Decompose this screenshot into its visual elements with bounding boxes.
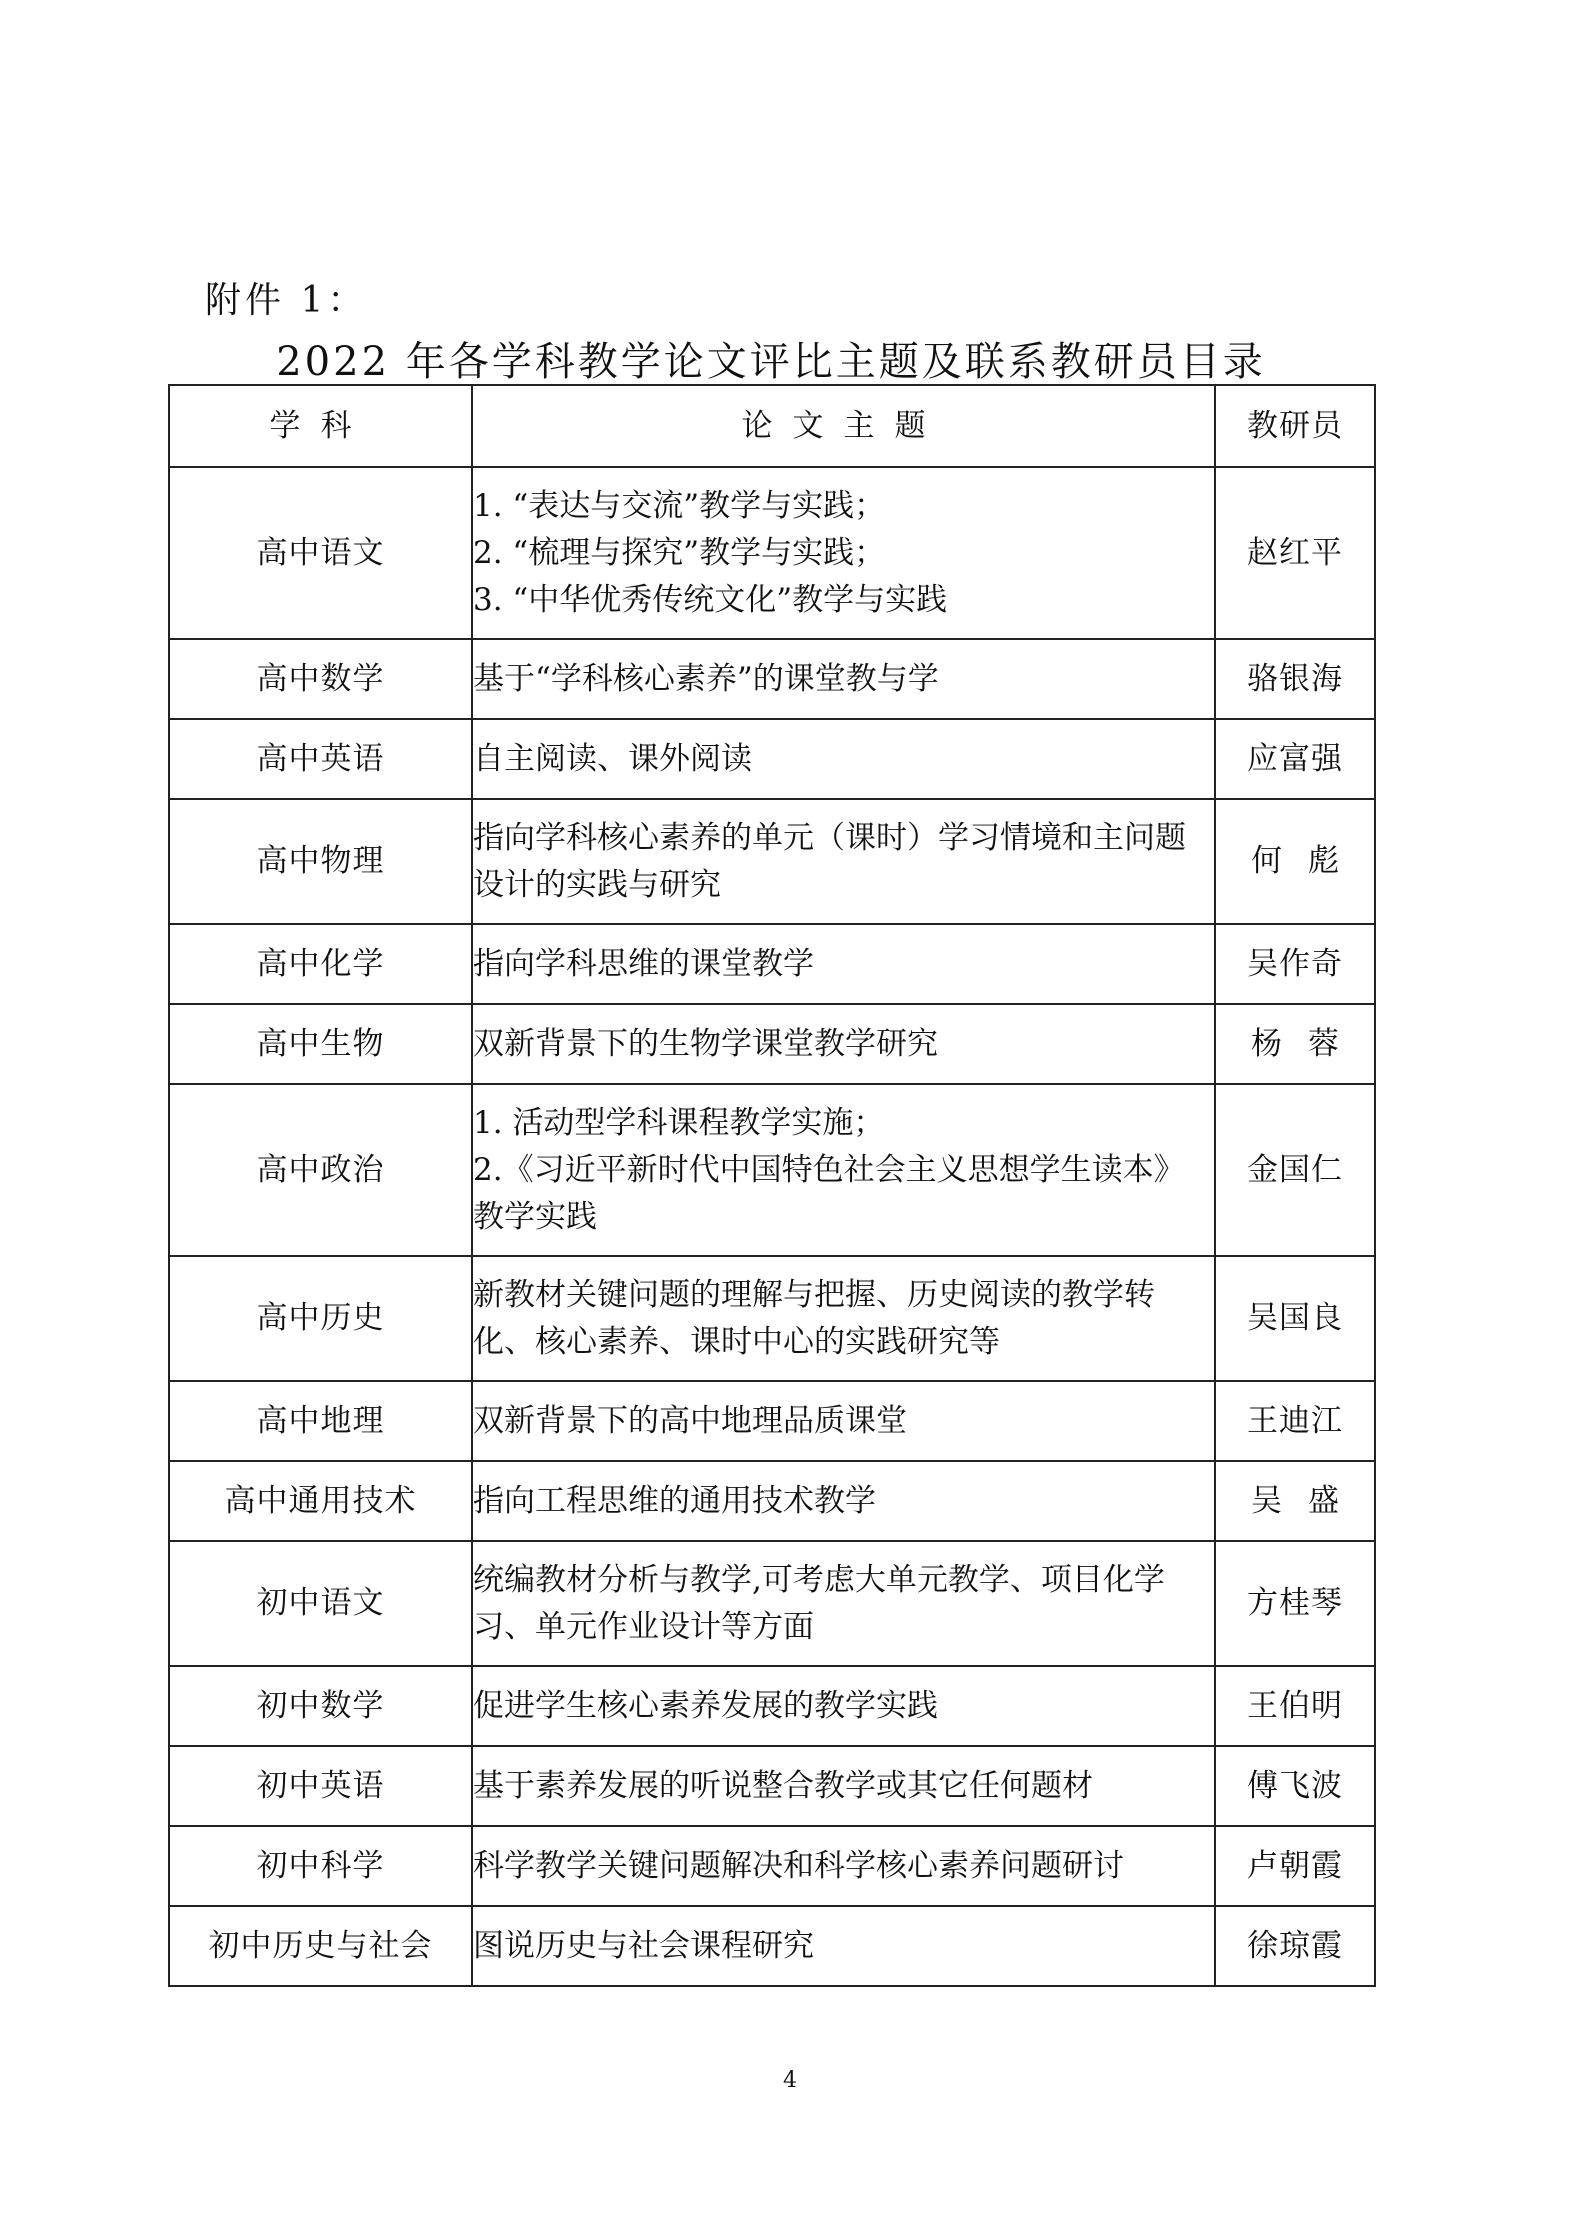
table-row (169, 1666, 1375, 1746)
teacher-cell: 骆银海 (1215, 639, 1375, 719)
table-row (169, 1541, 1375, 1666)
subject-cell: 初中英语 (169, 1746, 472, 1826)
teacher-cell: 应富强 (1215, 719, 1375, 799)
table-row (169, 1004, 1375, 1084)
attachment-label: 附件 1： (205, 280, 368, 321)
teacher-cell: 卢朝霞 (1215, 1826, 1375, 1906)
subject-cell: 高中历史 (169, 1256, 472, 1381)
topic-line: 基于素养发展的听说整合教学或其它任何题材 (473, 1767, 1093, 1804)
teacher-cell: 吴国良 (1215, 1256, 1375, 1381)
topic-line: 化、核心素养、课时中心的实践研究等 (473, 1323, 1000, 1360)
topic-cell (472, 799, 1215, 924)
teacher-cell: 赵红平 (1215, 467, 1375, 639)
header-teacher: 教研员 (1215, 385, 1375, 467)
table-row (169, 1381, 1375, 1461)
topic-line: 统编教材分析与教学,可考虑大单元教学、项目化学 (473, 1561, 1165, 1598)
topic-line: 新教材关键问题的理解与把握、历史阅读的教学转 (473, 1276, 1155, 1313)
topic-line: 基于“学科核心素养”的课堂教与学 (473, 660, 939, 697)
subject-cell: 高中地理 (169, 1381, 472, 1461)
subject-cell: 高中物理 (169, 799, 472, 924)
topic-cell (472, 1256, 1215, 1381)
subject-cell: 高中化学 (169, 924, 472, 1004)
subject-cell: 初中科学 (169, 1826, 472, 1906)
teacher-cell: 徐琼霞 (1215, 1906, 1375, 1986)
topic-line: 教学实践 (473, 1198, 597, 1235)
topic-line: 指向学科思维的课堂教学 (473, 945, 814, 982)
subject-cell: 高中英语 (169, 719, 472, 799)
topic-line: 1. “表达与交流”教学与实践； (473, 487, 886, 524)
topic-cell (472, 924, 1215, 1004)
topic-cell (472, 1666, 1215, 1746)
topic-cell (472, 467, 1215, 639)
topic-line: 指向学科核心素养的单元（课时）学习情境和主问题 (473, 819, 1186, 856)
teacher-cell: 金国仁 (1215, 1084, 1375, 1256)
table-row (169, 1746, 1375, 1826)
topic-line: 自主阅读、课外阅读 (473, 740, 752, 777)
topic-line: 2. “梳理与探究”教学与实践； (473, 534, 886, 571)
teacher-cell: 王迪江 (1215, 1381, 1375, 1461)
header-row (169, 385, 1375, 467)
table-row (169, 467, 1375, 639)
topic-line: 3. “中华优秀传统文化”教学与实践 (473, 581, 948, 618)
topic-line: 指向工程思维的通用技术教学 (473, 1482, 876, 1519)
header-subject: 学科 (169, 385, 472, 467)
teacher-cell: 傅飞波 (1215, 1746, 1375, 1826)
topic-cell (472, 1461, 1215, 1541)
topic-cell (472, 1004, 1215, 1084)
teacher-cell: 吴盛 (1215, 1461, 1375, 1541)
document-title: 2022 年各学科教学论文评比主题及联系教研员目录 (276, 339, 1266, 385)
page-number: 4 (783, 2068, 797, 2093)
topic-cell (472, 1746, 1215, 1826)
subject-cell: 高中通用技术 (169, 1461, 472, 1541)
topic-line: 图说历史与社会课程研究 (473, 1927, 814, 1964)
table-row (169, 1084, 1375, 1256)
topic-line: 设计的实践与研究 (473, 866, 721, 903)
subject-cell: 高中语文 (169, 467, 472, 639)
topic-line: 双新背景下的高中地理品质课堂 (473, 1402, 907, 1439)
topic-cell (472, 1381, 1215, 1461)
teacher-cell: 王伯明 (1215, 1666, 1375, 1746)
topic-line: 科学教学关键问题解决和科学核心素养问题研讨 (473, 1847, 1124, 1884)
topic-line: 2.《习近平新时代中国特色社会主义思想学生读本》 (473, 1151, 1185, 1188)
topic-cell (472, 1906, 1215, 1986)
topic-line: 促进学生核心素养发展的教学实践 (473, 1687, 938, 1724)
topic-line: 1. 活动型学科课程教学实施； (473, 1104, 885, 1141)
subject-cell: 初中数学 (169, 1666, 472, 1746)
subject-cell: 高中数学 (169, 639, 472, 719)
subject-cell: 高中生物 (169, 1004, 472, 1084)
teacher-cell: 杨蓉 (1215, 1004, 1375, 1084)
subject-cell: 初中语文 (169, 1541, 472, 1666)
table-row (169, 1256, 1375, 1381)
topics-table (168, 384, 1376, 1987)
table-row (169, 639, 1375, 719)
table-body (169, 467, 1375, 1986)
table-row (169, 1906, 1375, 1986)
teacher-cell: 何彪 (1215, 799, 1375, 924)
topic-cell (472, 1826, 1215, 1906)
topic-cell (472, 1084, 1215, 1256)
table-header (169, 385, 1375, 467)
header-topic: 论文主题 (472, 385, 1215, 467)
table-row (169, 719, 1375, 799)
subject-cell: 高中政治 (169, 1084, 472, 1256)
topic-line: 习、单元作业设计等方面 (473, 1608, 814, 1645)
table-row (169, 1461, 1375, 1541)
subject-cell: 初中历史与社会 (169, 1906, 472, 1986)
table-row (169, 924, 1375, 1004)
topic-cell (472, 719, 1215, 799)
topic-cell (472, 1541, 1215, 1666)
topic-cell (472, 639, 1215, 719)
teacher-cell: 方桂琴 (1215, 1541, 1375, 1666)
topic-line: 双新背景下的生物学课堂教学研究 (473, 1025, 938, 1062)
teacher-cell: 吴作奇 (1215, 924, 1375, 1004)
table-row (169, 799, 1375, 924)
table-row (169, 1826, 1375, 1906)
